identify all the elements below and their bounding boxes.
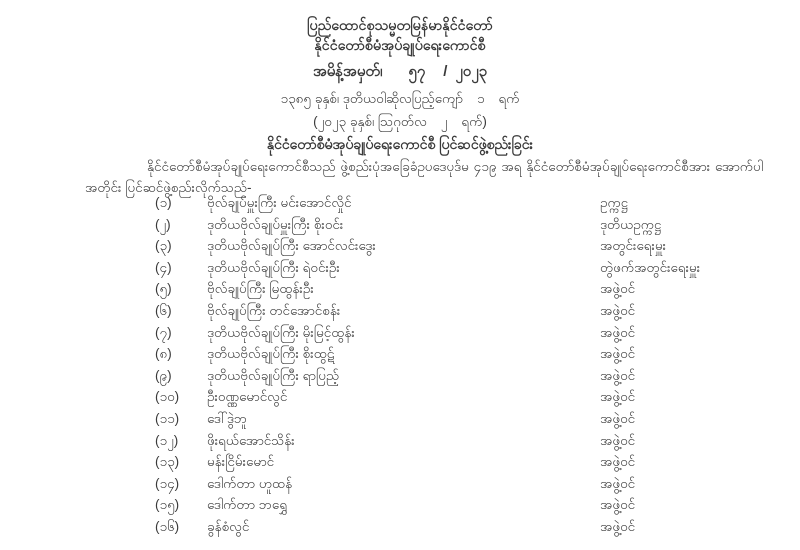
myanmar-calendar-date — [0, 90, 800, 110]
member-name: ဗိုလ်ချုပ်ကြီး တင်အောင်စန်း — [207, 302, 341, 318]
member-role: တွဲဖက်အတွင်းရေးမှူး — [600, 259, 701, 275]
member-list — [155, 194, 763, 540]
member-row — [155, 280, 763, 302]
order-number-line — [0, 62, 800, 84]
gregorian-date-prefix: (၂၀၂၃ ခုနှစ်၊ ဩဂုတ်လ — [313, 114, 427, 129]
member-number: (၁၆) — [155, 518, 180, 534]
member-role: အဖွဲ့ဝင် — [600, 346, 636, 362]
member-row — [155, 432, 763, 454]
member-role: အဖွဲ့ဝင် — [600, 389, 636, 405]
member-name: ဒုတိယဗိုလ်ချုပ်ကြီး ရဲဝင်းဦး — [207, 259, 340, 275]
member-role: အဖွဲ့ဝင် — [600, 497, 636, 513]
myanmar-date-day: ၁ — [476, 91, 485, 106]
member-number: (၂) — [155, 216, 171, 232]
member-number: (၆) — [155, 302, 172, 318]
member-name: ဗိုလ်ချုပ်ကြီး မြထွန်းဦး — [207, 281, 314, 297]
member-row — [155, 453, 763, 475]
member-row — [155, 237, 763, 259]
member-number: (၁) — [155, 195, 172, 210]
subject-line: နိုင်ငံတော်စီမံအုပ်ချုပ်ရေးကောင်စီ ပြင်ဆင်ဖွဲ့စည်းခြင်း — [266, 136, 534, 152]
member-row — [155, 324, 763, 346]
gregorian-date-day: ၂ — [440, 114, 448, 129]
member-row — [155, 496, 763, 518]
member-number: (၁၃) — [155, 454, 180, 470]
member-name: ဒေါက်တာ ဘရွှေ — [207, 497, 288, 513]
member-name: ဒေါက်တာ ဟူထန် — [207, 475, 293, 491]
member-role: အတွင်းရေးမှူး — [600, 238, 667, 254]
myanmar-date-suffix: ရက် — [498, 91, 520, 106]
member-row — [155, 475, 763, 497]
member-row — [155, 367, 763, 389]
member-role: အဖွဲ့ဝင် — [600, 454, 636, 470]
member-name: ဒေါ်ဒွဲဘူ — [207, 410, 247, 426]
member-number: (၁၄) — [155, 475, 180, 491]
order-slash: / — [443, 63, 448, 80]
member-number: (၉) — [155, 367, 172, 383]
member-number: (၄) — [155, 259, 172, 275]
member-name: ဒုတိယဗိုလ်ချုပ်မှူးကြီး စိုးဝင်း — [207, 216, 344, 232]
member-number: (၅) — [155, 281, 172, 297]
member-number: (၁၂) — [155, 432, 179, 448]
member-row — [155, 194, 763, 216]
gregorian-date — [0, 113, 800, 133]
member-role: အဖွဲ့ဝင် — [600, 410, 636, 426]
member-role: အဖွဲ့ဝင် — [600, 324, 636, 340]
member-role: ဥက္ကဋ္ဌ — [600, 195, 629, 210]
member-role: အဖွဲ့ဝင် — [600, 281, 636, 297]
member-name: ဒုတိယဗိုလ်ချုပ်ကြီး မိုးမြင့်ထွန်း — [207, 324, 355, 340]
myanmar-date-prefix: ၁၃၈၅ ခုနှစ်၊ ဒုတိယဝါဆိုလပြည့်ကျော် — [280, 91, 463, 106]
member-name: ခွန်စံလွင် — [207, 518, 250, 534]
member-number: (၁၀) — [155, 389, 180, 405]
member-row — [155, 388, 763, 410]
member-row — [155, 259, 763, 281]
member-name: ဗိုလ်ချုပ်မှူးကြီး မင်းအောင်လှိုင် — [207, 195, 352, 210]
member-name: ဖိုးရယ်အောင်သိန်း — [207, 432, 295, 448]
member-role: အဖွဲ့ဝင် — [600, 367, 636, 383]
order-year: ၂၀၂၃ — [455, 63, 488, 80]
order-label: အမိန့်အမှတ်၊ — [312, 63, 383, 80]
member-row — [155, 302, 763, 324]
member-number: (၇) — [155, 324, 172, 340]
intro-paragraph: နိုင်ငံတော်စီမံအုပ်ချုပ်ရေးကောင်စီသည် ဖွဲ့စည်းပုံအခြေခံဥပဒေပုဒ်မ ၄၁၉ အရ နိုင်ငံတော်စီမံအုပ်ချုပ်ရေးကောင်စီအား အောက်ပါအတိုင်း ပြင်ဆင်ဖွဲ့စည်းလိုက်သည်- — [85, 159, 763, 195]
country-title: ပြည်ထောင်စုသမ္မတမြန်မာနိုင်ငံတော် — [307, 17, 493, 33]
member-number: (၁၅) — [155, 497, 180, 513]
member-role: ဒုတိယဥက္ကဋ္ဌ — [600, 216, 662, 232]
member-number: (၁၁) — [155, 410, 180, 426]
council-title: နိုင်ငံတော်စီမံအုပ်ချုပ်ရေးကောင်စီ — [314, 37, 486, 53]
member-row — [155, 216, 763, 238]
member-row — [155, 410, 763, 432]
member-row — [155, 518, 763, 540]
member-number: (၃) — [155, 238, 172, 254]
gregorian-date-suffix: ရက်) — [461, 114, 487, 129]
member-role: အဖွဲ့ဝင် — [600, 432, 636, 448]
member-role: အဖွဲ့ဝင် — [600, 475, 636, 491]
order-number: ၅၇ — [408, 63, 426, 80]
member-name: မန်းငြိမ်းမောင် — [207, 454, 275, 470]
member-name: ဒုတိယဗိုလ်ချုပ်ကြီး အောင်လင်းဒွေး — [207, 238, 376, 254]
member-role: အဖွဲ့ဝင် — [600, 518, 636, 534]
member-name: ဦးဝဏ္ဏမောင်လွင် — [207, 389, 288, 405]
member-role: အဖွဲ့ဝင် — [600, 302, 636, 318]
member-row — [155, 345, 763, 367]
member-number: (၈) — [155, 346, 172, 362]
member-name: ဒုတိယဗိုလ်ချုပ်ကြီး စိုးထွဋ် — [207, 346, 335, 362]
member-name: ဒုတိယဗိုလ်ချုပ်ကြီး ရာပြည့် — [207, 367, 340, 383]
